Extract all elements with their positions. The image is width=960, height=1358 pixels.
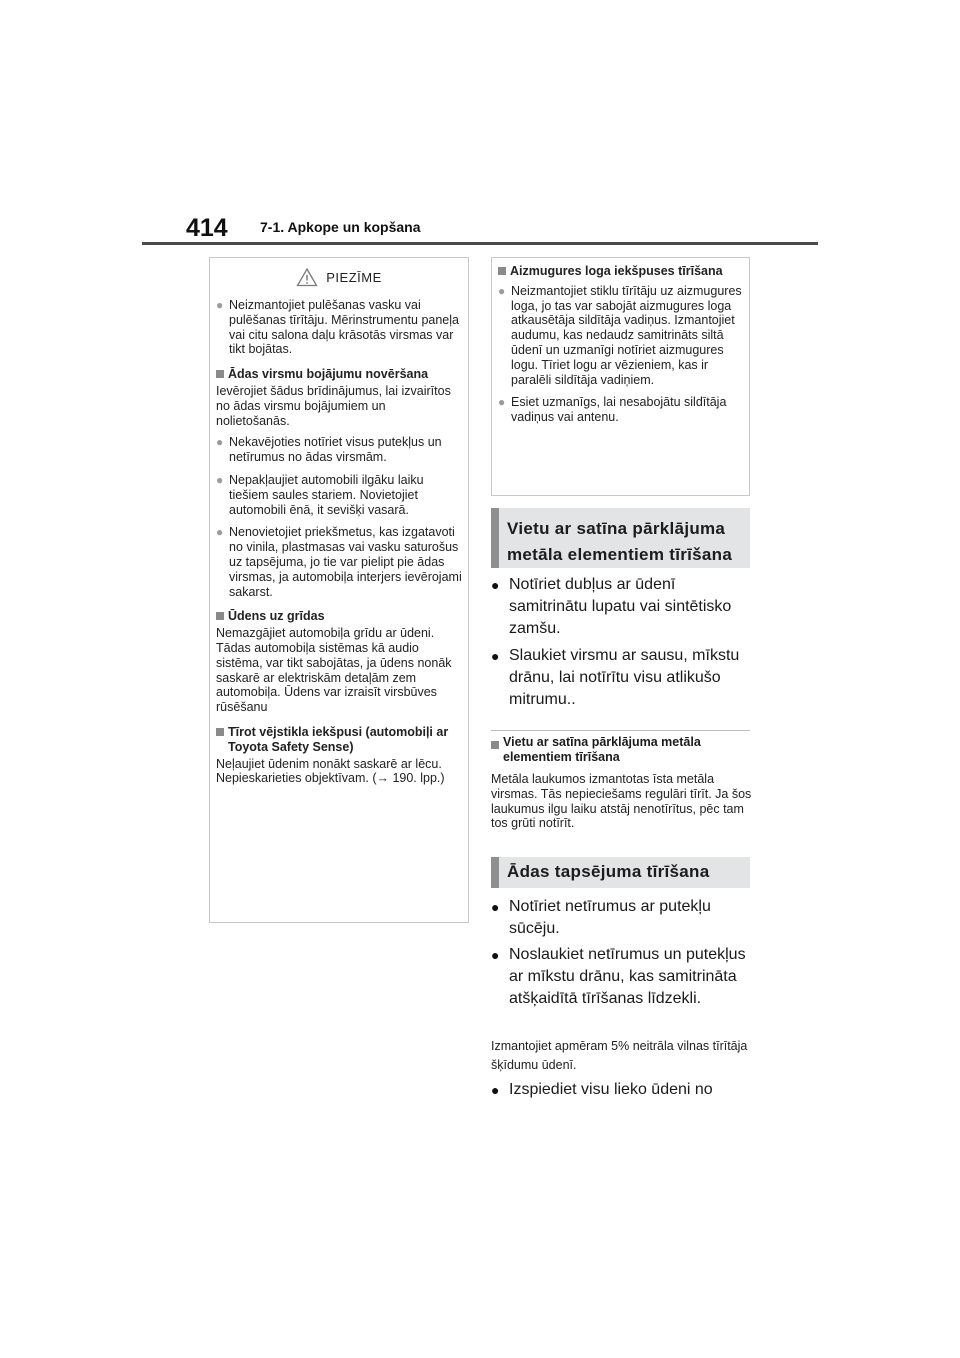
square-bullet-icon — [491, 735, 503, 765]
bullet-dot-icon: ● — [498, 395, 506, 410]
list-item — [491, 896, 753, 940]
list-item — [491, 645, 753, 711]
square-bullet-icon — [216, 367, 228, 382]
bullet-dot-icon: ● — [216, 435, 224, 450]
note-bullet-text: Neizmantojiet stiklu tīrītāju uz aizmugures loga, jo tas var sabojāt aizmugures loga atkausētāja sildītāja vadiņus. Izmantojiet audumu, kas nedaudz samitrināts siltā ūdenī un uzmanīgi notīriet aizmugures logu. Tīriet logu ar vēzieniem, kas ir paralēli sildītāja vadiņiem. — [511, 283, 742, 387]
leather-note: Izmantojiet apmēram 5% neitrāla vilnas tīrītāja šķīdumu ūdenī. — [491, 1039, 748, 1072]
bullet-dot-icon: ● — [491, 648, 500, 664]
leather-damage-heading — [216, 367, 462, 382]
square-bullet-icon — [216, 609, 228, 624]
note-box-left — [209, 257, 469, 923]
note-bullet-text: Neizmantojiet pulēšanas vasku vai pulēšanas tīrītāju. Mērinstrumentu paneļa vai citu salona daļu krāsotās virsmas var tikt bojātas. — [229, 298, 459, 357]
bullet-dot-icon: ● — [216, 472, 224, 487]
note-bullet-text: Nekavējoties notīriet visus putekļus un netīrumus no ādas virsmām. — [229, 435, 442, 465]
list-item — [216, 473, 462, 517]
satin-sub-text: Metāla laukumos izmantotas īsta metāla virsmas. Tās nepieciešams regulāri tīrīt. Ja šos laukumus ilgu laiku atstāj nenotīrītus, pēc tam tos grūti notīrīt. — [491, 772, 752, 831]
divider — [491, 730, 750, 731]
section-header: 7-1. Apkope un kopšana — [260, 219, 421, 235]
list-item — [491, 944, 753, 1010]
bullet-dot-icon: ● — [491, 899, 500, 915]
bullet-text: Notīriet netīrumus ar putekļu sūcēju. — [509, 898, 711, 937]
page-number: 414 — [186, 214, 228, 242]
satin-sub-heading — [491, 735, 753, 765]
list-item — [216, 525, 462, 599]
header-rule — [142, 242, 818, 245]
note-title-text: PIEZĪME — [326, 269, 382, 285]
heading-text: Vietu ar satīna pārklājuma metāla elementiem tīrīšana — [503, 735, 701, 764]
square-bullet-icon — [216, 725, 228, 755]
section-heading-leather: Ādas tapsējuma tīrīšana — [491, 857, 750, 888]
note-bullet-text: Esiet uzmanīgs, lai nesabojātu sildītāja vadiņus vai antenu. — [511, 395, 727, 425]
list-item — [216, 435, 462, 465]
list-item — [216, 298, 462, 357]
square-bullet-icon — [498, 264, 510, 279]
list-item — [498, 284, 743, 388]
bullet-text: Noslaukiet netīrumus un putekļus ar mīkstu drānu, kas samitrināta atšķaidītā tīrīšanas līdzekli. — [509, 946, 746, 1007]
heading-text: Ūdens uz grīdas — [228, 609, 325, 624]
list-item — [491, 574, 753, 640]
water-text-1: Nemazgājiet automobiļa grīdu ar ūdeni. — [216, 626, 435, 641]
rear-window-heading — [498, 264, 743, 279]
bullet-text: Notīriet dubļus ar ūdenī samitrinātu lupatu vai sintētisko zamšu. — [509, 576, 732, 637]
water-text-2: Tādas automobiļa sistēmas kā audio sistēma, var tikt sabojātas, ja ūdens nonāk saskarē ar elektriskām detaļām zem automobiļa. Ūdens var izraisīt virsbūves rūsēšanu — [216, 640, 452, 715]
bullet-dot-icon: ● — [491, 577, 500, 593]
list-item — [498, 395, 743, 425]
note-bullet-text: Nepakļaujiet automobili ilgāku laiku tiešiem saules stariem. Novietojiet automobili ēnā, it sevišķi vasarā. — [229, 472, 424, 517]
heading-text: Aizmugures loga iekšpuses tīrīšana — [510, 264, 723, 278]
note-box-right — [491, 257, 750, 496]
bullet-dot-icon: ● — [491, 947, 500, 963]
bullet-dot-icon: ● — [498, 283, 506, 298]
warning-triangle-icon — [296, 267, 318, 287]
bullet-dot-icon: ● — [216, 525, 224, 540]
note-title — [216, 266, 462, 288]
bullet-dot-icon: ● — [216, 298, 224, 312]
bullet-text: Izspiediet visu lieko ūdeni no — [509, 1081, 713, 1098]
windshield-text: Neļaujiet ūdenim nonākt saskarē ar lēcu. Nepieskarieties objektīvam. (→ 190. lpp.) — [216, 756, 445, 786]
bullet-dot-icon: ● — [491, 1082, 500, 1098]
windshield-heading — [216, 725, 462, 755]
heading-text: Ādas virsmu bojājumu novēršana — [228, 367, 429, 382]
leather-intro: Ievērojiet šādus brīdinājumus, lai izvairītos no ādas virsmu bojājumiem un nolietošanās. — [216, 383, 451, 428]
list-item — [491, 1079, 753, 1101]
note-bullet-text: Nenovietojiet priekšmetus, kas izgatavoti no vinila, plastmasas vai vasku saturošus uz tapsējuma, jo tie var pielipt pie ādas virsmas, ja automobiļa interjers ievērojami sakarst. — [229, 525, 462, 599]
bullet-text: Slaukiet virsmu ar sausu, mīkstu drānu, lai notīrītu visu atlikušo mitrumu.. — [509, 647, 740, 708]
heading-text: Tīrot vējstikla iekšpusi (automobiļi ar Toyota Safety Sense) — [228, 724, 449, 754]
water-heading — [216, 609, 462, 624]
section-heading-satin: Vietu ar satīna pārklājuma metāla elementiem tīrīšana — [491, 508, 750, 568]
